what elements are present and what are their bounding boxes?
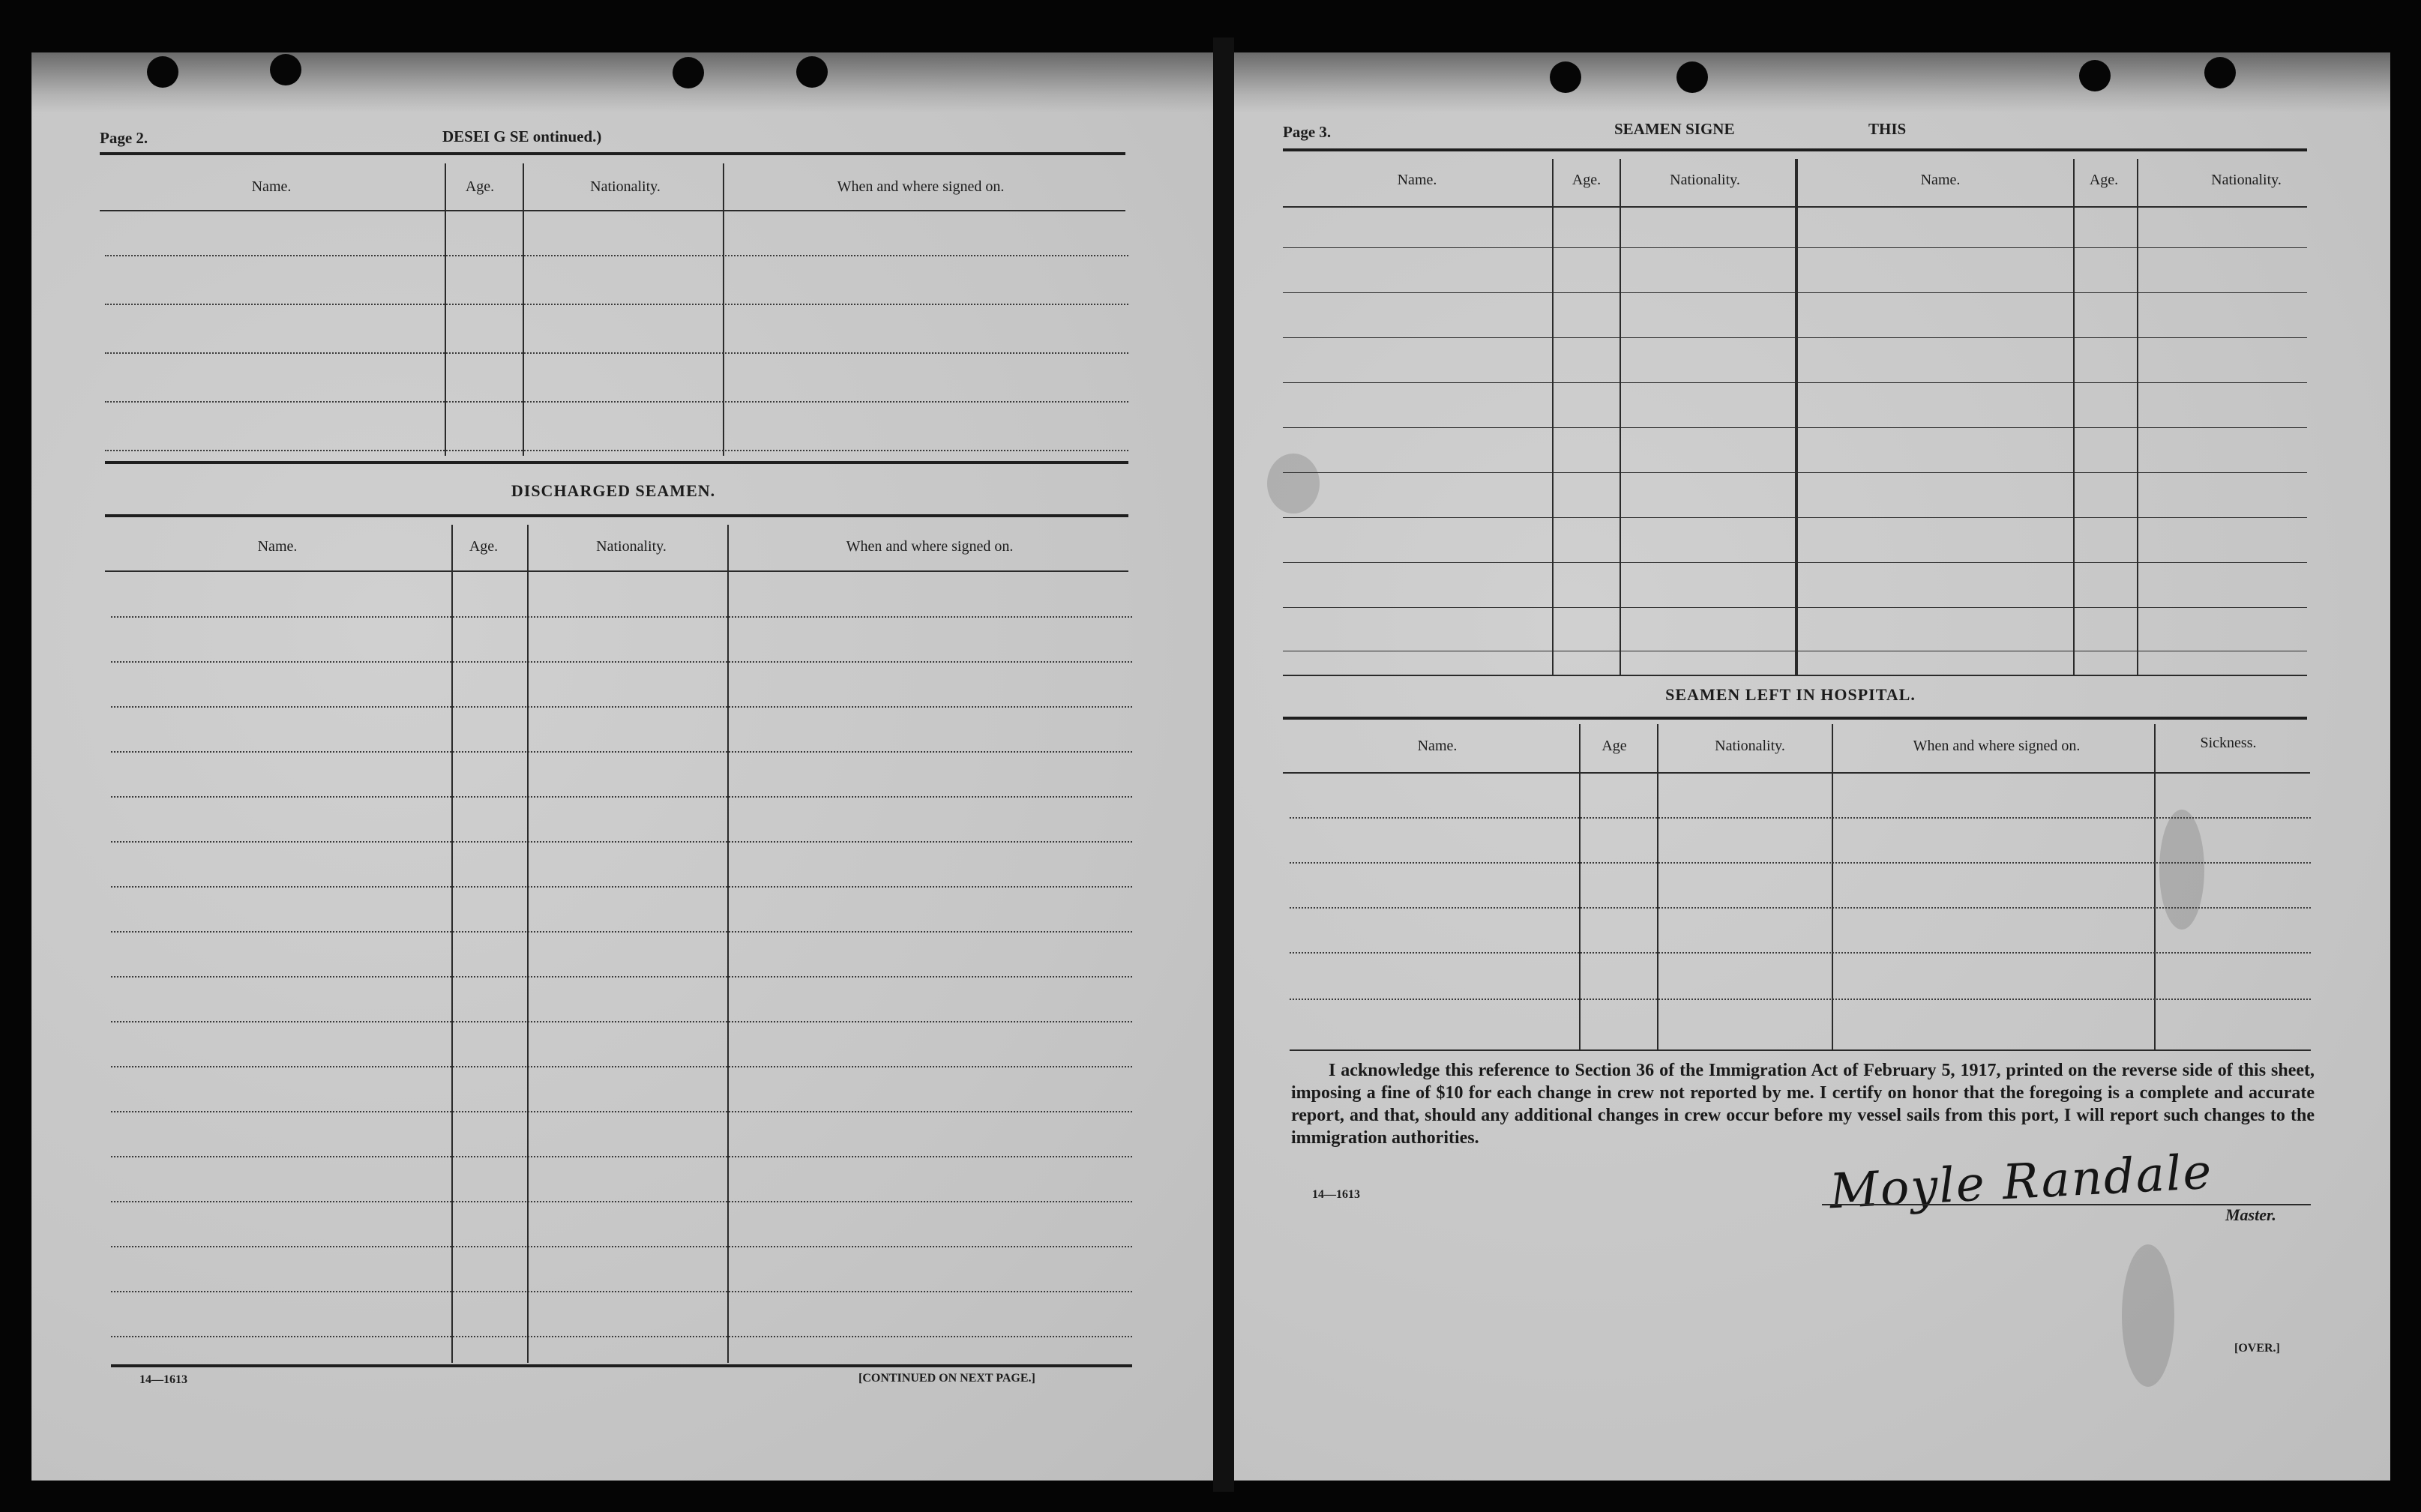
column-header-age: Age. — [469, 538, 499, 555]
entry-line — [1290, 907, 2311, 909]
column-divider — [1552, 159, 1554, 676]
rule — [111, 1364, 1132, 1367]
column-divider — [1832, 724, 1833, 1051]
section-title: SEAMEN LEFT IN HOSPITAL. — [1665, 685, 1916, 704]
over-label: [OVER.] — [2234, 1342, 2280, 1355]
entry-line — [111, 1021, 1132, 1022]
entry-line — [1283, 607, 2307, 608]
entry-line — [111, 1336, 1132, 1337]
column-divider — [1657, 724, 1658, 1051]
rule — [100, 152, 1125, 155]
stain — [2122, 1244, 2174, 1387]
entry-line — [111, 706, 1132, 708]
page-label: Page 3. — [1283, 123, 1332, 141]
column-divider — [723, 163, 724, 456]
entry-line — [111, 931, 1132, 933]
column-header-name: Name. — [251, 178, 292, 195]
section-title: DISCHARGED SEAMEN. — [511, 481, 716, 500]
column-header-nationality: Nationality. — [596, 538, 667, 555]
column-divider — [1795, 159, 1798, 676]
column-divider — [445, 163, 446, 456]
punch-hole — [2079, 60, 2111, 91]
section-title: SEAMEN SIGNE — [1614, 120, 1735, 138]
punch-hole — [673, 57, 704, 88]
rule — [105, 514, 1128, 517]
rule — [1283, 148, 2307, 151]
stain — [1267, 454, 1320, 513]
rule — [105, 570, 1128, 572]
column-header-age: Age. — [465, 178, 495, 195]
rule — [100, 210, 1125, 211]
punch-hole — [270, 54, 301, 85]
column-header-age: Age. — [2089, 172, 2119, 188]
column-header-name: Name. — [1397, 172, 1437, 188]
rule — [1283, 675, 2307, 676]
entry-line — [111, 976, 1132, 978]
column-divider — [1579, 724, 1581, 1051]
master-signature: Moyle Randale — [1828, 1144, 2214, 1220]
section-title: DESEI G SE ontinued.) — [442, 127, 602, 145]
form-number: 14—1613 — [139, 1373, 187, 1386]
entry-line — [111, 796, 1132, 798]
column-header-sickness: Sickness. — [2200, 735, 2257, 751]
column-header-nationality: Nationality. — [1670, 172, 1740, 188]
rule — [1283, 717, 2307, 720]
form-number: 14—1613 — [1312, 1188, 1360, 1201]
entry-line — [111, 1201, 1132, 1202]
entry-line — [1283, 382, 2307, 383]
entry-line — [111, 751, 1132, 753]
entry-line — [1283, 247, 2307, 248]
column-divider — [2154, 724, 2156, 1051]
right-page — [1224, 52, 2390, 1481]
entry-line — [111, 1111, 1132, 1112]
punch-hole — [2204, 57, 2236, 88]
page-label: Page 2. — [100, 129, 148, 147]
column-header-name: Name. — [1920, 172, 1961, 188]
entry-line — [1283, 337, 2307, 338]
entry-line — [105, 450, 1128, 451]
rule — [1290, 1049, 2311, 1051]
punch-hole — [1676, 61, 1708, 93]
column-header-age: Age — [1602, 738, 1627, 754]
column-header-nationality: Nationality. — [2211, 172, 2282, 188]
entry-line — [1283, 427, 2307, 428]
entry-line — [105, 255, 1128, 256]
entry-line — [111, 1291, 1132, 1292]
column-divider — [727, 525, 729, 1363]
entry-line — [111, 1066, 1132, 1067]
entry-line — [1283, 517, 2307, 518]
entry-line — [1290, 952, 2311, 954]
column-divider — [2137, 159, 2138, 676]
section-title-tail: THIS — [1868, 120, 1907, 138]
column-divider — [451, 525, 453, 1363]
column-header-nationality: Nationality. — [590, 178, 661, 195]
entry-line — [1283, 292, 2307, 293]
column-header-name: Name. — [257, 538, 298, 555]
column-divider — [527, 525, 529, 1363]
master-label: Master. — [2225, 1205, 2276, 1224]
punch-hole — [1550, 61, 1581, 93]
entry-line — [111, 886, 1132, 888]
punch-hole — [147, 56, 178, 88]
entry-line — [111, 1246, 1132, 1247]
acknowledgement-text: I acknowledge this reference to Section 36 of the Immigration Act of February 5, 1917, printed on the reverse side of this sheet, imposing a fine of $10 for each change in crew not reported by me. I certify on honor that the foregoing is a complete and accurate report, and that, should any additional changes in crew occur before my vessel sails from this port, I will report such changes to the immigration authorities. — [1291, 1061, 2315, 1148]
entry-line — [1283, 562, 2307, 563]
entry-line — [1283, 472, 2307, 473]
column-header-nationality: Nationality. — [1715, 738, 1785, 754]
entry-line — [1290, 862, 2311, 864]
column-divider — [2073, 159, 2075, 676]
column-divider — [523, 163, 524, 456]
page-gutter — [1213, 37, 1234, 1492]
rule — [105, 461, 1128, 464]
entry-line — [105, 352, 1128, 354]
entry-line — [1290, 999, 2311, 1000]
left-page — [31, 52, 1224, 1481]
entry-line — [111, 1156, 1132, 1157]
entry-line — [111, 661, 1132, 663]
entry-line — [105, 401, 1128, 403]
continued-note: [CONTINUED ON NEXT PAGE.] — [858, 1372, 1035, 1385]
entry-line — [105, 304, 1128, 305]
column-header-signed-on: When and where signed on. — [837, 178, 1005, 195]
column-header-signed-on: When and where signed on. — [1913, 738, 2081, 754]
rule — [1283, 772, 2310, 774]
column-header-signed-on: When and where signed on. — [846, 538, 1014, 555]
stain — [2159, 810, 2204, 930]
punch-hole — [796, 56, 828, 88]
column-divider — [1619, 159, 1621, 676]
entry-line — [111, 841, 1132, 843]
entry-line — [111, 616, 1132, 618]
column-header-age: Age. — [1572, 172, 1602, 188]
column-header-name: Name. — [1417, 738, 1458, 754]
entry-line — [1290, 817, 2311, 819]
